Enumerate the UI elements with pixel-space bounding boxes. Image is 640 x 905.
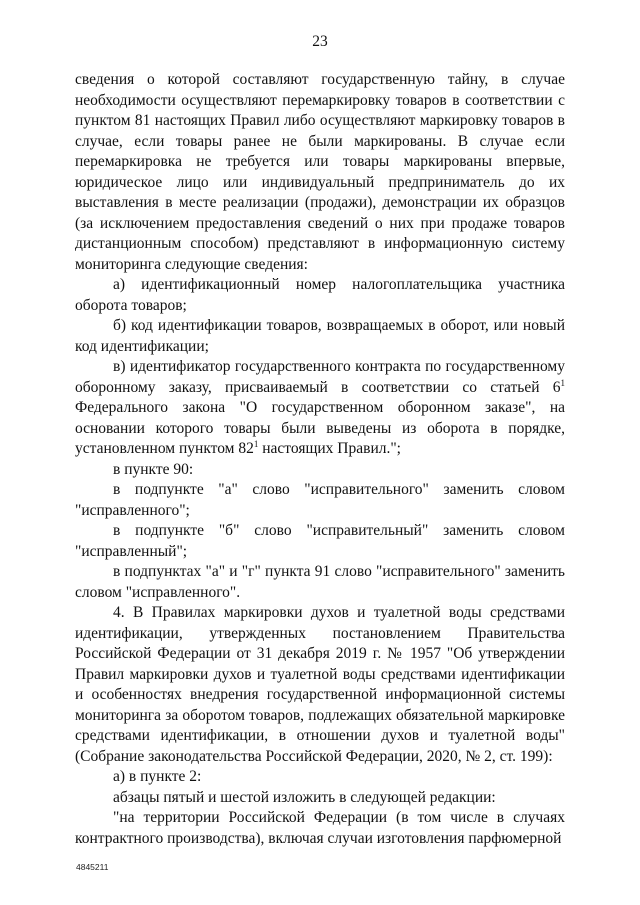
paragraph-item-a-inn: а) идентификационный номер налогоплательщика участника оборота товаров; — [75, 276, 565, 314]
superscript-article: 1 — [560, 377, 565, 388]
paragraph-subpoint-a: в подпункте "а" слово "исправительного" заменить словом "исправленного"; — [75, 481, 565, 519]
paragraph-item-b-code: б) код идентификации товаров, возвращаемых в оборот, или новый код идентификации; — [75, 317, 565, 355]
superscript-clause: 1 — [253, 439, 259, 449]
paragraph-quoted-text: "на территории Российской Федерации (в том числе в случаях контрактного производства), включая случаи изготовления парфюмерной — [75, 809, 565, 847]
paragraph-point-2: а) в пункте 2: — [113, 768, 202, 785]
paragraph-new-wording: абзацы пятый и шестой изложить в следующей редакции: — [113, 788, 496, 806]
document-body — [75, 70, 565, 849]
paragraph-item-v-contract — [75, 357, 565, 460]
paragraph-item-v-text-3: настоящих Правил."; — [258, 440, 401, 457]
paragraph-point-90: в пункте 90: — [113, 460, 194, 478]
paragraph-item-v-text-2: Федерального закона "О государственном оборонном заказе", на основании которого товары были выведены из оборота в порядке, установленном пунктом 82 — [75, 399, 565, 457]
document-id: 4845211 — [76, 862, 109, 872]
paragraph-item-v-text-1: в) идентификатор государственного контракта по государственному оборонному заказу, присваиваемый в соответствии со статьей 6 — [75, 358, 565, 396]
paragraph-information-submission: сведения о которой составляют государственную тайну, в случае необходимости осуществляют перемаркировку товаров в соответствии с пунктом 81 настоящих Правил либо осуществляют маркировку товаров в случае, если товары ранее не были маркированы. В случае если перемаркировка не требуется или товары маркированы впервые, юридическое лицо или индивидуальный предприниматель до их выставления в месте реализации (продажи), демонстрации их образцов (за исключением предоставления сведений о них при продаже товаров дистанционным способом) представляют в информационную систему мониторинга следующие сведения: — [75, 71, 565, 273]
paragraph-section-4: 4. В Правилах маркировки духов и туалетной воды средствами идентификации, утвержденных постановлением Правительства Российской Федерации от 31 декабря 2019 г. № 1957 "Об утверждении Правил маркировки духов и туалетной воды средствами идентификации и особенностях внедрения государственной информационной системы мониторинга за оборотом товаров, подлежащих обязательной маркировке средствами идентификации, в отношении духов и туалетной воды" (Собрание законодательства Российской Федерации, 2020, № 2, ст. 199): — [75, 604, 565, 765]
paragraph-point-91: в подпунктах "а" и "г" пункта 91 слово "исправительного" заменить словом "исправленного". — [75, 563, 565, 601]
page-number: 23 — [312, 33, 328, 50]
paragraph-subpoint-b: в подпункте "б" слово "исправительный" заменить словом "исправленный"; — [75, 522, 565, 560]
